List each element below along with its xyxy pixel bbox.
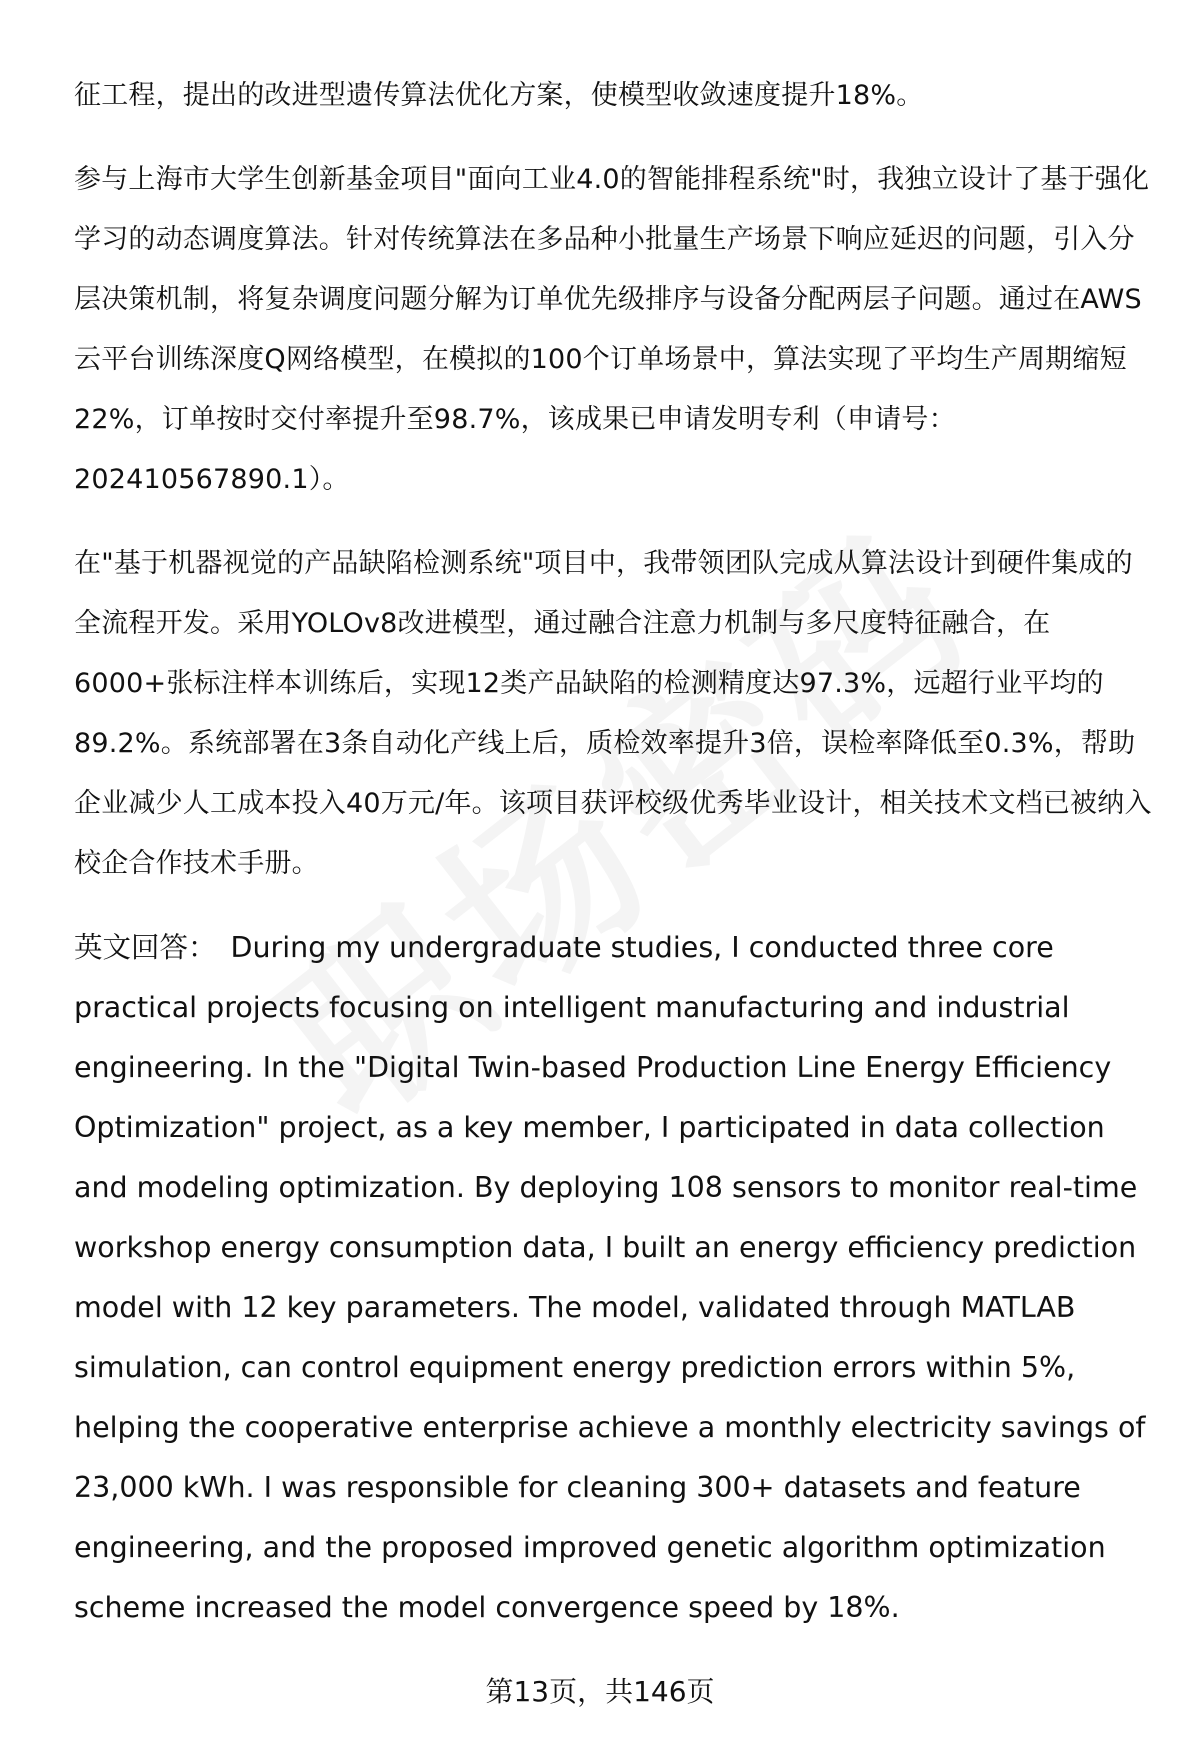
paragraph-vision-project: 在"基于机器视觉的产品缺陷检测系统"项目中，我带领团队完成从算法设计到硬件集成的全流程开发。采用YOLOv8改进模型，通过融合注意力机制与多尺度特征融合，在6000+张标注样本训练后，实现12类产品缺陷的检测精度达97.3%，远超行业平均的89.2%。系统部署在3条自动化产线上后，质检效率提升3倍，误检率降低至0.3%，帮助企业减少人工成本投入40万元/年。该项目获评校级优秀毕业设计，相关技术文档已被纳入校企合作技术手册。 — [74, 548, 1152, 879]
english-answer-label: 英文回答： — [74, 931, 217, 964]
document-body — [74, 66, 1160, 1662]
paragraph-scheduling-project: 参与上海市大学生创新基金项目"面向工业4.0的智能排程系统"时，我独立设计了基于强化学习的动态调度算法。针对传统算法在多品种小批量生产场景下响应延迟的问题，引入分层决策机制，将复杂调度问题分解为订单优先级排序与设备分配两层子问题。通过在AWS云平台训练深度Q网络模型，在模拟的100个订单场景中，算法实现了平均生产周期缩短22%，订单按时交付率提升至98.7%，该成果已申请发明专利（申请号：202410567890.1）。 — [74, 164, 1150, 495]
page-number: 第13页，共146页 — [485, 1675, 715, 1708]
paragraph-english-answer — [74, 918, 1160, 1638]
paragraph-continuation: 征工程，提出的改进型遗传算法优化方案，使模型收敛速度提升18%。 — [74, 80, 924, 111]
english-answer-text: During my undergraduate studies, I conducted three core practical projects focusing on intelligent manufacturing and industrial engineering. In the "Digital Twin-based Production Line Energy Efficiency Optimization" project, as a key member, I participated in data collection and modeling optimization. By deploying 108 sensors to monitor real-time workshop energy consumption data, I built an energy efficiency prediction model with 12 key parameters. The model, validated through MATLAB simulation, can control equipment energy prediction errors within 5%, helping the cooperative enterprise achieve a monthly electricity savings of 23,000 kWh. I was responsible for cleaning 300+ datasets and feature engineering, and the proposed improved genetic algorithm optimization scheme increased the model convergence speed by 18%. — [74, 931, 1146, 1624]
